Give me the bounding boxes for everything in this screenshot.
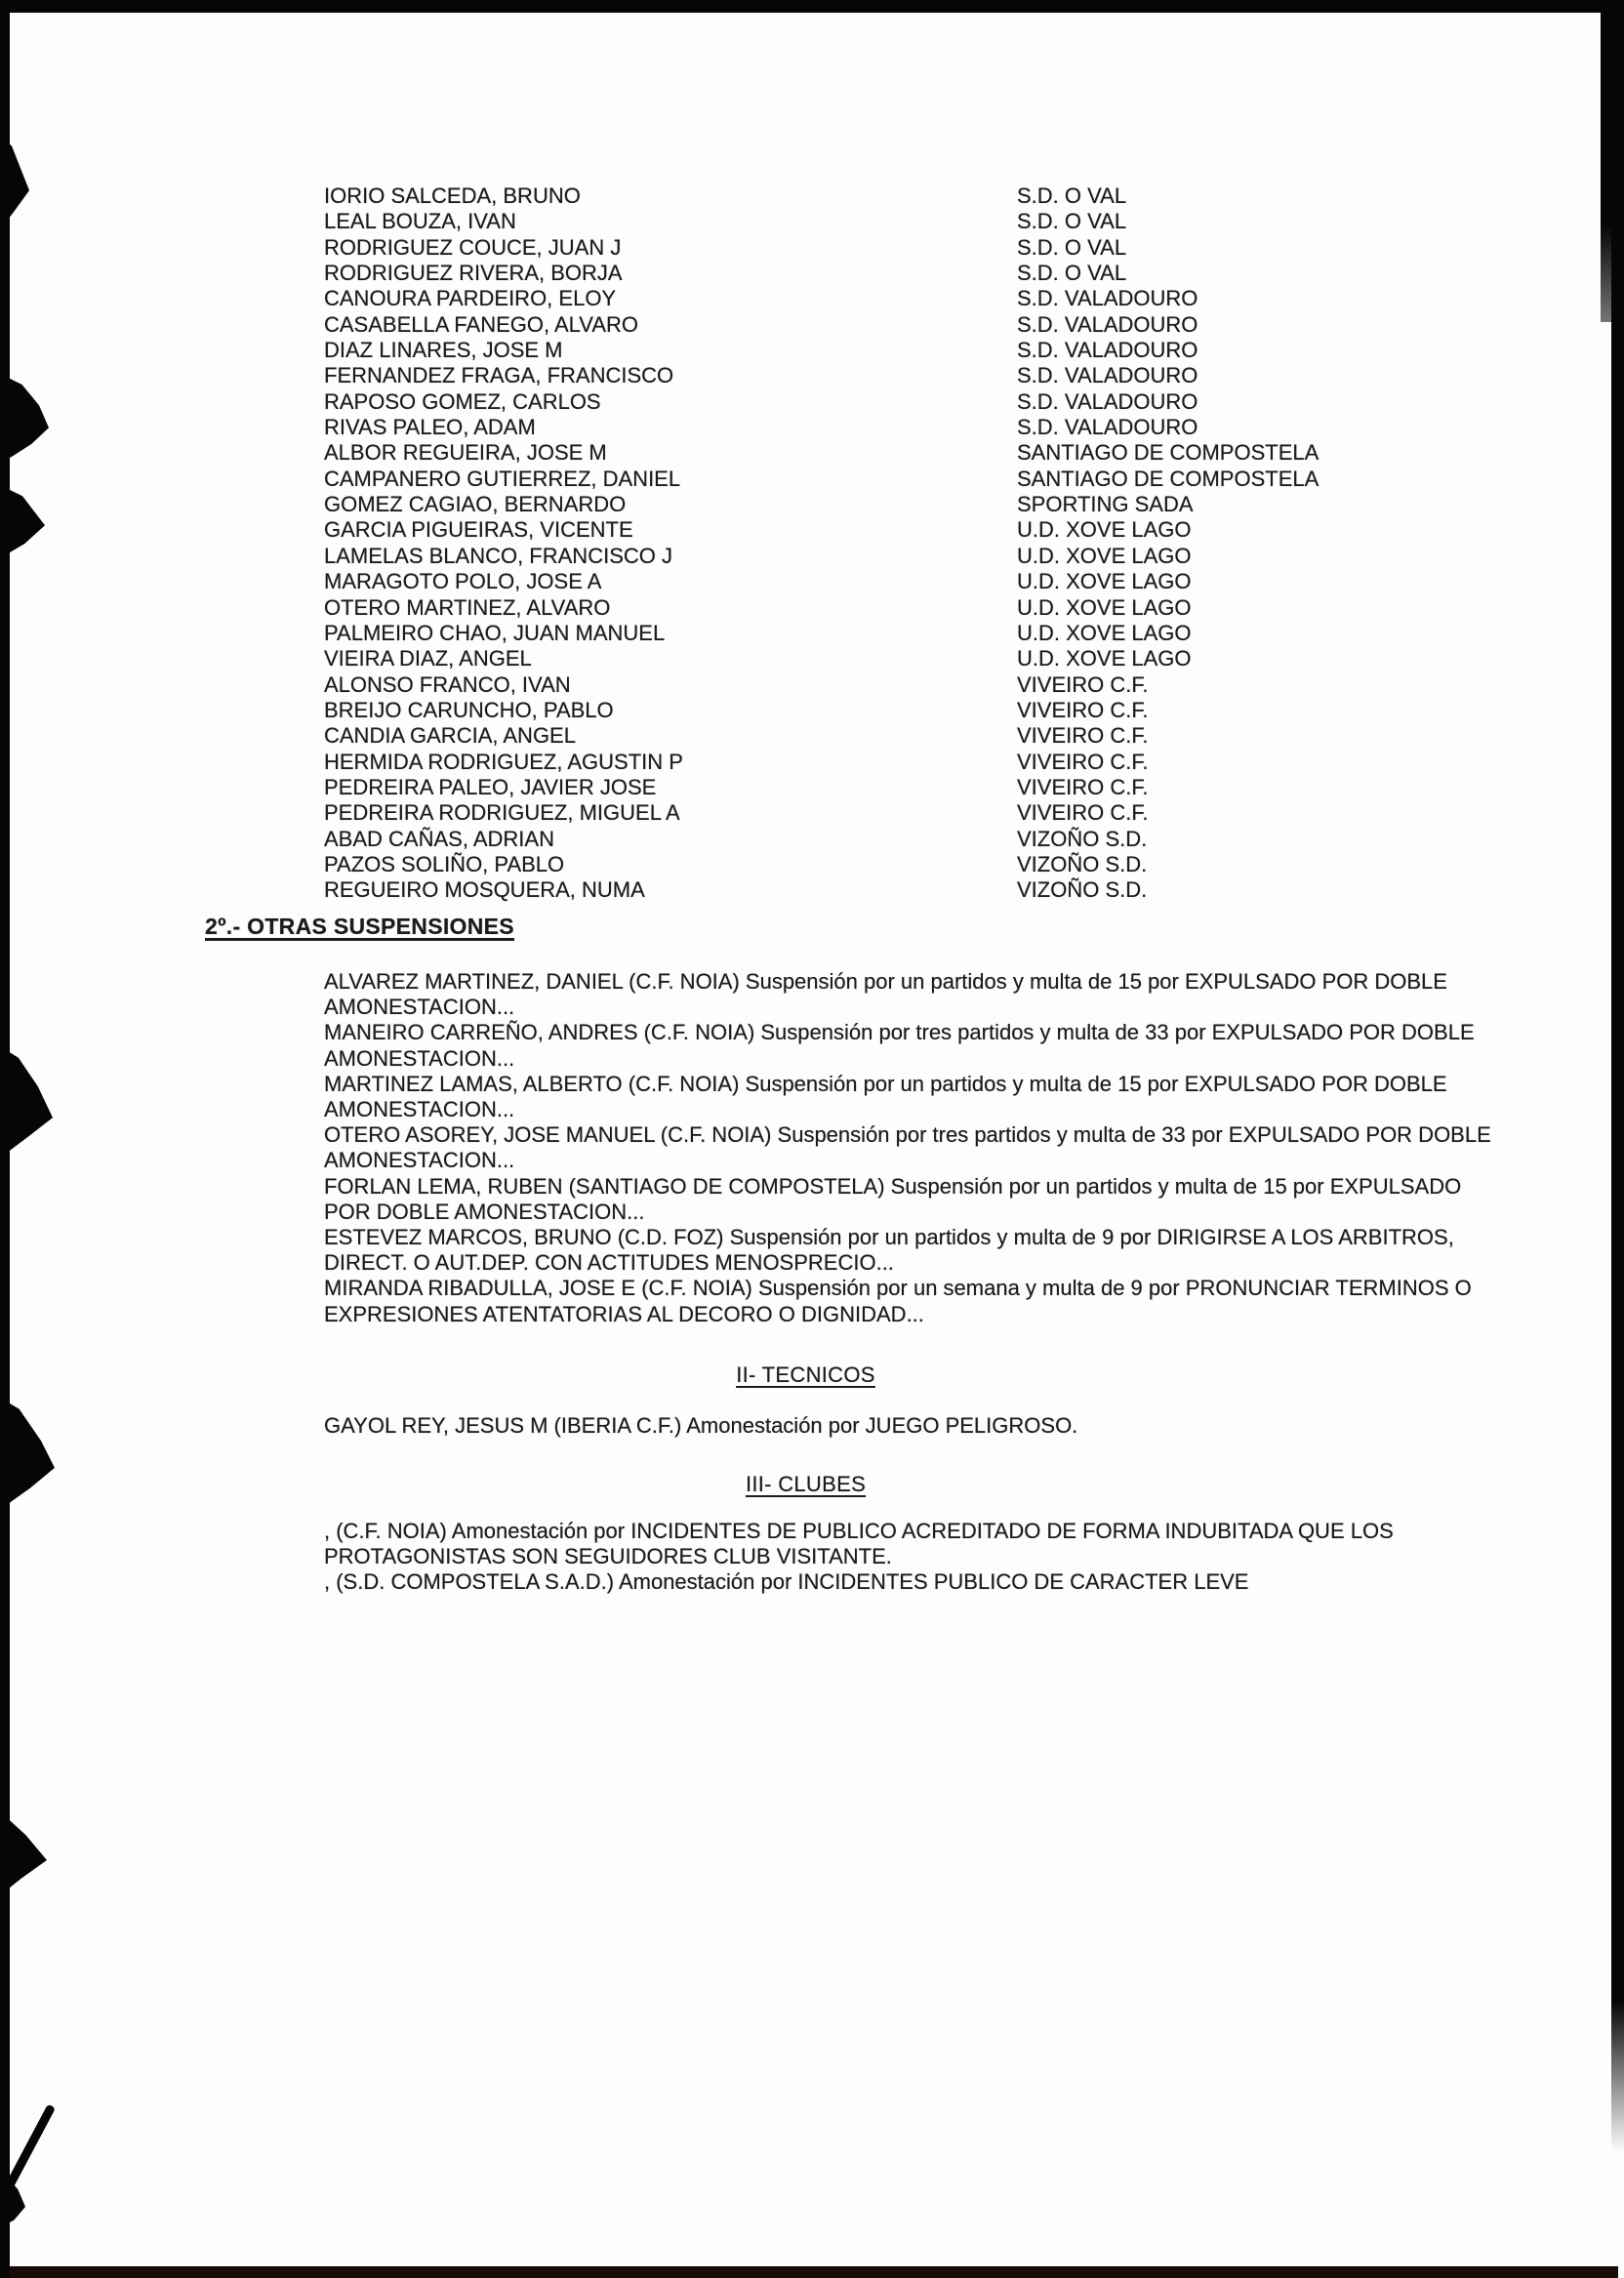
- player-row: [324, 569, 1534, 594]
- player-club: VIZOÑO S.D.: [1017, 877, 1148, 903]
- player-row: [324, 723, 1534, 749]
- player-row: [324, 621, 1534, 646]
- player-name: IORIO SALCEDA, BRUNO: [324, 183, 581, 208]
- player-name: DIAZ LINARES, JOSE M: [324, 338, 563, 363]
- player-club: VIVEIRO C.F.: [1017, 749, 1149, 774]
- scan-artifact-blob: [0, 1811, 47, 1895]
- player-club: VIVEIRO C.F.: [1017, 697, 1149, 722]
- player-club: S.D. O VAL: [1017, 261, 1127, 286]
- player-row: [324, 183, 1534, 209]
- player-name: HERMIDA RODRIGUEZ, AGUSTIN P: [324, 749, 683, 774]
- player-row: [324, 852, 1534, 877]
- player-name: ALONSO FRANCO, IVAN: [324, 671, 571, 697]
- player-row: [324, 312, 1534, 338]
- scan-artifact-top-bar: [0, 0, 1624, 13]
- player-club: S.D. O VAL: [1017, 209, 1127, 234]
- player-club: SANTIAGO DE COMPOSTELA: [1017, 440, 1320, 466]
- player-row: [324, 775, 1534, 800]
- player-name: PEDREIRA PALEO, JAVIER JOSE: [324, 774, 657, 799]
- tecnicos-heading: II- TECNICOS: [736, 1363, 875, 1387]
- otras-suspensiones-heading: 2º.- OTRAS SUSPENSIONES: [205, 914, 514, 939]
- player-name: CAMPANERO GUTIERREZ, DANIEL: [324, 466, 681, 491]
- player-row: [324, 646, 1534, 671]
- player-row: [324, 261, 1534, 286]
- player-club: VIVEIRO C.F.: [1017, 800, 1149, 826]
- player-name: GARCIA PIGUEIRAS, VICENTE: [324, 517, 633, 543]
- player-name: OTERO MARTINEZ, ALVARO: [324, 594, 611, 620]
- suspension-entry: MIRANDA RIBADULLA, JOSE E (C.F. NOIA) Suspensión por un semana y multa de 9 por PRONUNCIAR TERMINOS O EXPRESIONES ATENTATORIAS AL DECORO O DIGNIDAD...: [324, 1276, 1472, 1326]
- player-club: U.D. XOVE LAGO: [1017, 594, 1192, 620]
- player-club: SPORTING SADA: [1017, 492, 1194, 517]
- player-name: MARAGOTO POLO, JOSE A: [324, 569, 602, 594]
- player-club: VIZOÑO S.D.: [1017, 851, 1148, 876]
- player-row: [324, 440, 1534, 466]
- scan-artifact-blob: [0, 485, 45, 558]
- player-name: PAZOS SOLIÑO, PABLO: [324, 851, 565, 876]
- suspension-entry: ALVAREZ MARTINEZ, DANIEL (C.F. NOIA) Suspensión por un partidos y multa de 15 por EXPULSADO POR DOBLE AMONESTACION...: [324, 969, 1447, 1020]
- player-club: SANTIAGO DE COMPOSTELA: [1017, 466, 1320, 491]
- scan-artifact-blob: [0, 137, 29, 229]
- player-club: S.D. VALADOURO: [1017, 363, 1198, 388]
- scan-artifact-spike: [4, 2104, 56, 2191]
- player-row: [324, 750, 1534, 775]
- player-club: S.D. VALADOURO: [1017, 286, 1198, 311]
- player-row: [324, 544, 1534, 569]
- player-row: [324, 209, 1534, 234]
- player-row: [324, 235, 1534, 261]
- player-name: REGUEIRO MOSQUERA, NUMA: [324, 877, 645, 903]
- player-name: RODRIGUEZ COUCE, JUAN J: [324, 234, 622, 260]
- player-club: S.D. VALADOURO: [1017, 388, 1198, 414]
- player-row: [324, 286, 1534, 311]
- player-row: [324, 363, 1534, 388]
- player-name: VIEIRA DIAZ, ANGEL: [324, 646, 532, 671]
- club-sanction-entry: , (C.F. NOIA) Amonestación por INCIDENTES DE PUBLICO ACREDITADO DE FORMA INDUBITADA QUE LOS PROTAGONISTAS SON SEGUIDORES CLUB VISITANTE.: [324, 1519, 1394, 1569]
- player-row: [324, 467, 1534, 492]
- player-name: RODRIGUEZ RIVERA, BORJA: [324, 261, 623, 286]
- player-name: RIVAS PALEO, ADAM: [324, 415, 536, 440]
- clubes-heading: III- CLUBES: [745, 1472, 867, 1496]
- player-row: [324, 517, 1534, 543]
- scan-artifact-bottom-bar: [10, 2266, 1618, 2278]
- player-row: [324, 415, 1534, 440]
- player-club: S.D. VALADOURO: [1017, 415, 1198, 440]
- player-name: ABAD CAÑAS, ADRIAN: [324, 826, 554, 851]
- player-row: [324, 389, 1534, 415]
- player-club: U.D. XOVE LAGO: [1017, 543, 1192, 568]
- scan-artifact-blob: [0, 374, 49, 464]
- scan-artifact-right-band: [1611, 0, 1624, 2152]
- player-club: S.D. VALADOURO: [1017, 311, 1198, 337]
- player-club: S.D. O VAL: [1017, 183, 1127, 208]
- scan-artifact-blob: [0, 1046, 53, 1161]
- player-club: U.D. XOVE LAGO: [1017, 517, 1192, 543]
- tecnico-entry: GAYOL REY, JESUS M (IBERIA C.F.) Amonestación por JUEGO PELIGROSO.: [324, 1413, 1078, 1438]
- player-club: U.D. XOVE LAGO: [1017, 646, 1192, 671]
- player-row: [324, 877, 1534, 903]
- club-sanction-entry: , (S.D. COMPOSTELA S.A.D.) Amonestación por INCIDENTES PUBLICO DE CARACTER LEVE: [324, 1569, 1249, 1595]
- player-row: [324, 827, 1534, 852]
- player-club: VIVEIRO C.F.: [1017, 723, 1149, 749]
- suspension-entry: OTERO ASOREY, JOSE MANUEL (C.F. NOIA) Suspensión por tres partidos y multa de 33 por EXPULSADO POR DOBLE AMONESTACION...: [324, 1122, 1491, 1173]
- player-row: [324, 800, 1534, 826]
- player-row: [324, 595, 1534, 621]
- player-row: [324, 338, 1534, 363]
- player-row: [324, 672, 1534, 698]
- suspension-entry: MARTINEZ LAMAS, ALBERTO (C.F. NOIA) Suspensión por un partidos y multa de 15 por EXPULSADO POR DOBLE AMONESTACION...: [324, 1071, 1447, 1122]
- player-name: BREIJO CARUNCHO, PABLO: [324, 697, 614, 722]
- player-name: PALMEIRO CHAO, JUAN MANUEL: [324, 620, 666, 645]
- player-name: FERNANDEZ FRAGA, FRANCISCO: [324, 363, 674, 388]
- player-club: VIVEIRO C.F.: [1017, 671, 1149, 697]
- player-row: [324, 698, 1534, 723]
- player-name: LEAL BOUZA, IVAN: [324, 209, 516, 234]
- player-club: U.D. XOVE LAGO: [1017, 620, 1192, 645]
- player-club: S.D. VALADOURO: [1017, 338, 1198, 363]
- suspension-entry: ESTEVEZ MARCOS, BRUNO (C.D. FOZ) Suspensión por un partidos y multa de 9 por DIRIGIRSE A LOS ARBITROS, DIRECT. O AUT.DEP. CON ACTITUDES MENOSPRECIO...: [324, 1225, 1454, 1276]
- player-name: CASABELLA FANEGO, ALVARO: [324, 311, 638, 337]
- player-club: U.D. XOVE LAGO: [1017, 569, 1192, 594]
- suspension-entry: FORLAN LEMA, RUBEN (SANTIAGO DE COMPOSTELA) Suspensión por un partidos y multa de 15 por EXPULSADO POR DOBLE AMONESTACION...: [324, 1173, 1462, 1224]
- player-name: CANOURA PARDEIRO, ELOY: [324, 286, 617, 311]
- player-name: LAMELAS BLANCO, FRANCISCO J: [324, 543, 672, 568]
- suspension-entry: MANEIRO CARREÑO, ANDRES (C.F. NOIA) Suspensión por tres partidos y multa de 33 por EXPULSADO POR DOBLE AMONESTACION...: [324, 1020, 1475, 1071]
- player-row: [324, 492, 1534, 517]
- otras-suspensiones-entries: [324, 969, 1500, 1327]
- player-club: VIZOÑO S.D.: [1017, 826, 1148, 851]
- player-name: GOMEZ CAGIAO, BERNARDO: [324, 492, 627, 517]
- clubes-entries: [324, 1519, 1500, 1596]
- player-name: RAPOSO GOMEZ, CARLOS: [324, 388, 601, 414]
- player-name: PEDREIRA RODRIGUEZ, MIGUEL A: [324, 800, 680, 826]
- player-name: CANDIA GARCIA, ANGEL: [324, 723, 576, 749]
- sanctioned-players-list: [324, 183, 1534, 904]
- player-club: S.D. O VAL: [1017, 234, 1127, 260]
- player-club: VIVEIRO C.F.: [1017, 774, 1149, 799]
- tecnicos-entries: [324, 1413, 1500, 1439]
- player-name: ALBOR REGUEIRA, JOSE M: [324, 440, 607, 466]
